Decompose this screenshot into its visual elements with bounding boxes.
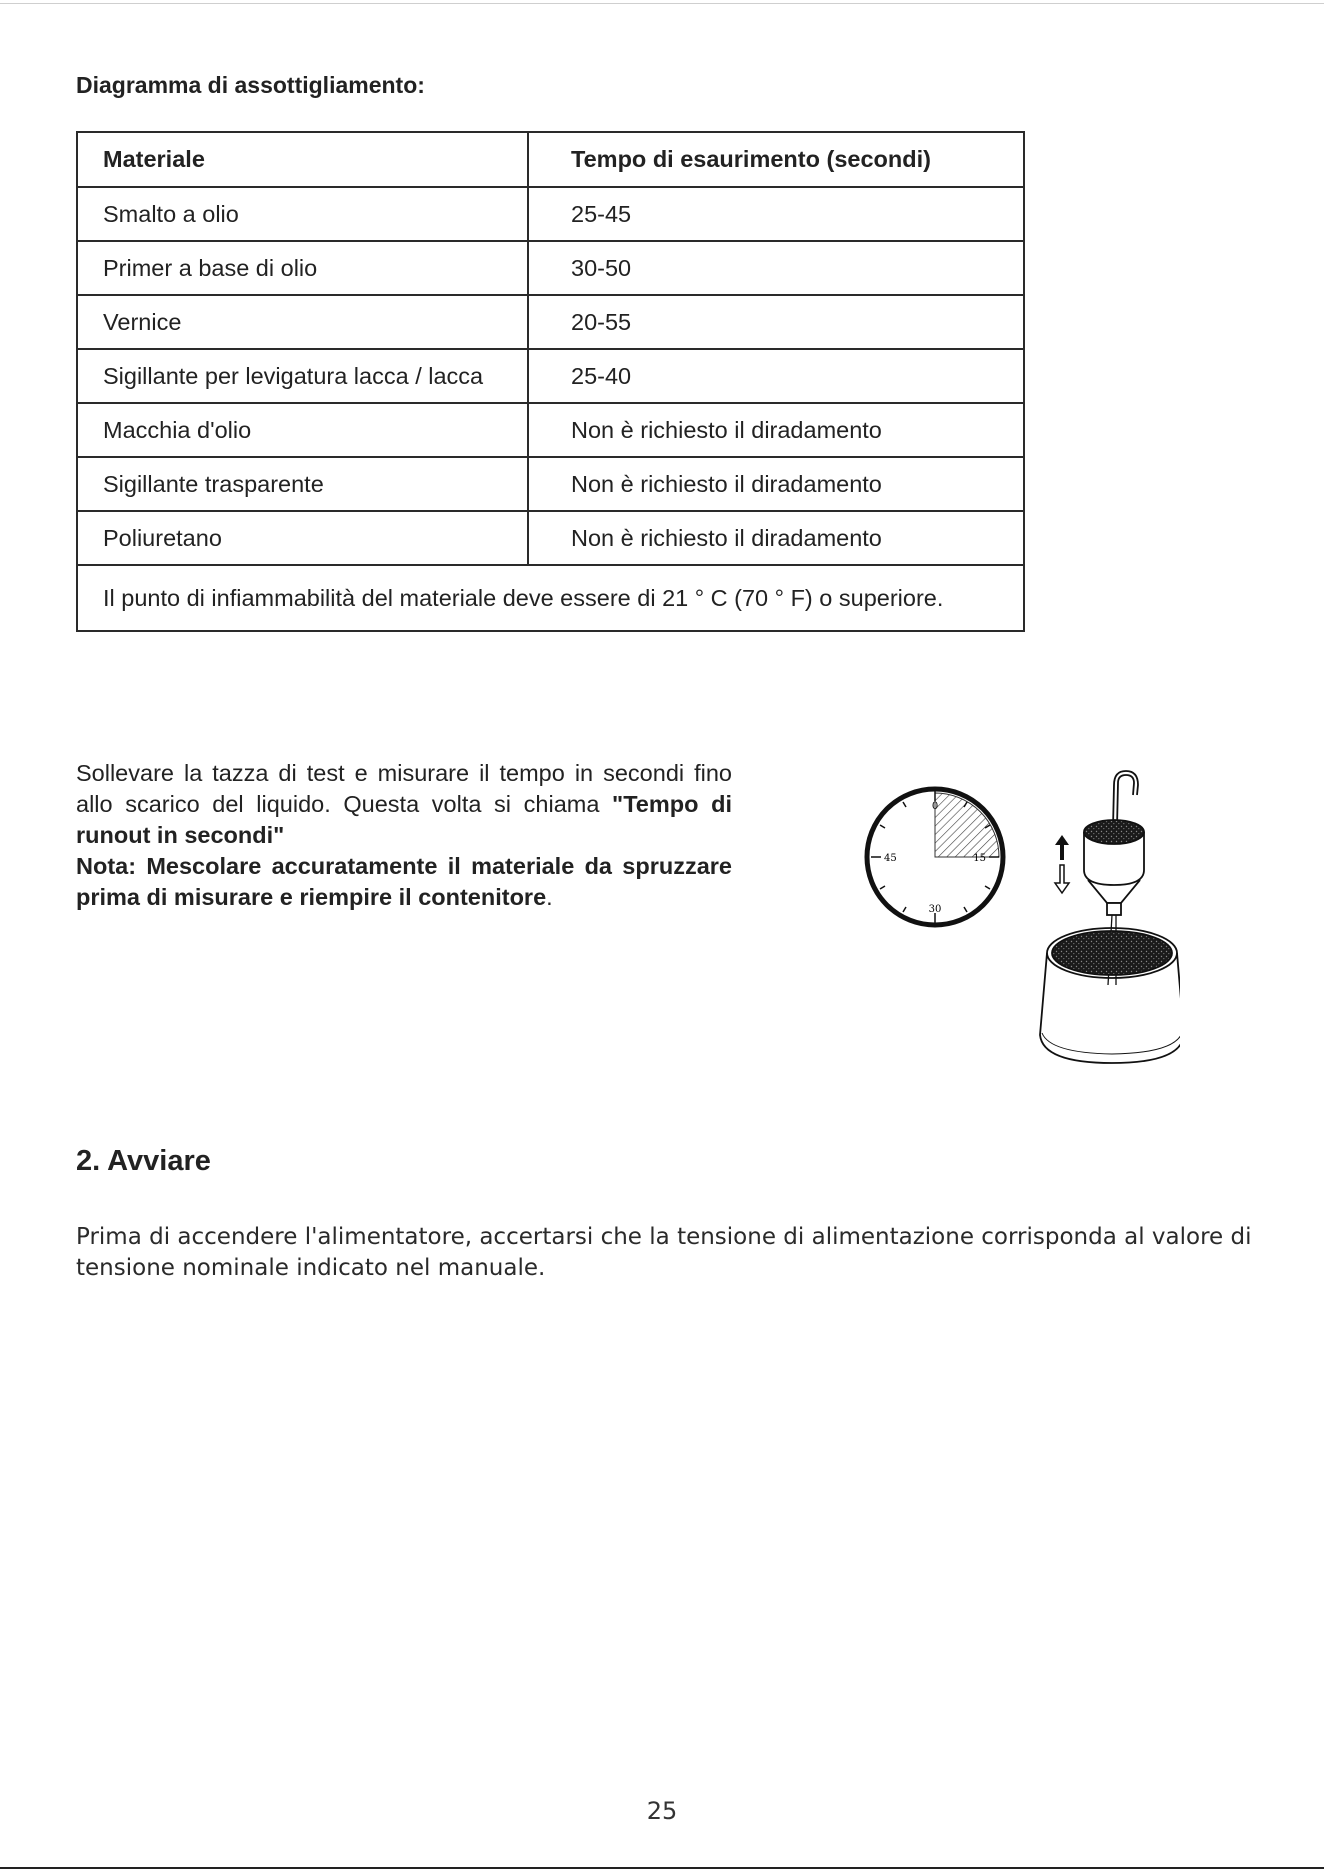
material-cell: Poliuretano [77, 511, 528, 565]
time-cell: 20-55 [528, 295, 1024, 349]
table-header-row [77, 132, 1024, 187]
runout-term: "Tempo di runout in secondi" [76, 791, 732, 848]
timer-label-0: 0 [931, 801, 939, 812]
table-row [77, 295, 1024, 349]
material-cell: Smalto a olio [77, 187, 528, 241]
table-row [77, 241, 1024, 295]
table-row [77, 511, 1024, 565]
container-icon [1040, 928, 1180, 1063]
time-cell: Non è richiesto il diradamento [528, 403, 1024, 457]
flash-point-note: Il punto di infiammabilità del materiale deve essere di 21 ° C (70 ° F) o superiore. [77, 565, 1024, 631]
time-cell: 30-50 [528, 241, 1024, 295]
material-cell: Vernice [77, 295, 528, 349]
timer-label-45: 45 [884, 853, 897, 864]
material-cell: Sigillante per levigatura lacca / lacca [77, 349, 528, 403]
chapter-heading: 2. Avviare [76, 1145, 211, 1177]
top-rule [0, 3, 1324, 4]
material-cell: Sigillante trasparente [77, 457, 528, 511]
page-number: 25 [646, 1797, 678, 1825]
viscosity-cup-illustration [860, 765, 1180, 1070]
time-cell: 25-40 [528, 349, 1024, 403]
material-cell: Primer a base di olio [77, 241, 528, 295]
table-footnote-row [77, 565, 1024, 631]
timer-label-30: 30 [928, 904, 942, 915]
power-supply-instructions: Prima di accendere l'alimentatore, accertarsi che la tensione di alimentazione corrisponda al valore di tensione nominale indicato nel manuale. [76, 1224, 1252, 1281]
time-cell: Non è richiesto il diradamento [528, 457, 1024, 511]
instructions-text: Sollevare la tazza di test e misurare il tempo in secondi fino allo scarico del liquido. Questa volta si chiama [76, 760, 732, 817]
illustration-svg [860, 765, 1180, 1070]
time-cell: Non è richiesto il diradamento [528, 511, 1024, 565]
timer-label-15: 15 [973, 853, 986, 864]
stopwatch-icon [867, 789, 1003, 925]
section-heading: Diagramma di assottigliamento: [76, 72, 425, 98]
mixing-note-end: . [546, 884, 553, 910]
table-row [77, 457, 1024, 511]
thinning-table [76, 131, 1025, 632]
column-header-material: Materiale [77, 132, 528, 187]
column-header-time: Tempo di esaurimento (secondi) [528, 132, 1024, 187]
mixing-note: Nota: Mescolare accuratamente il materiale da spruzzare prima di misurare e riempire il contenitore [76, 853, 732, 910]
time-cell: 25-45 [528, 187, 1024, 241]
table-row [77, 187, 1024, 241]
table-row [77, 403, 1024, 457]
material-cell: Macchia d'olio [77, 403, 528, 457]
up-down-arrow-icon [1055, 835, 1069, 893]
runout-instructions [76, 758, 732, 913]
table-row [77, 349, 1024, 403]
bottom-rule [0, 1867, 1324, 1869]
